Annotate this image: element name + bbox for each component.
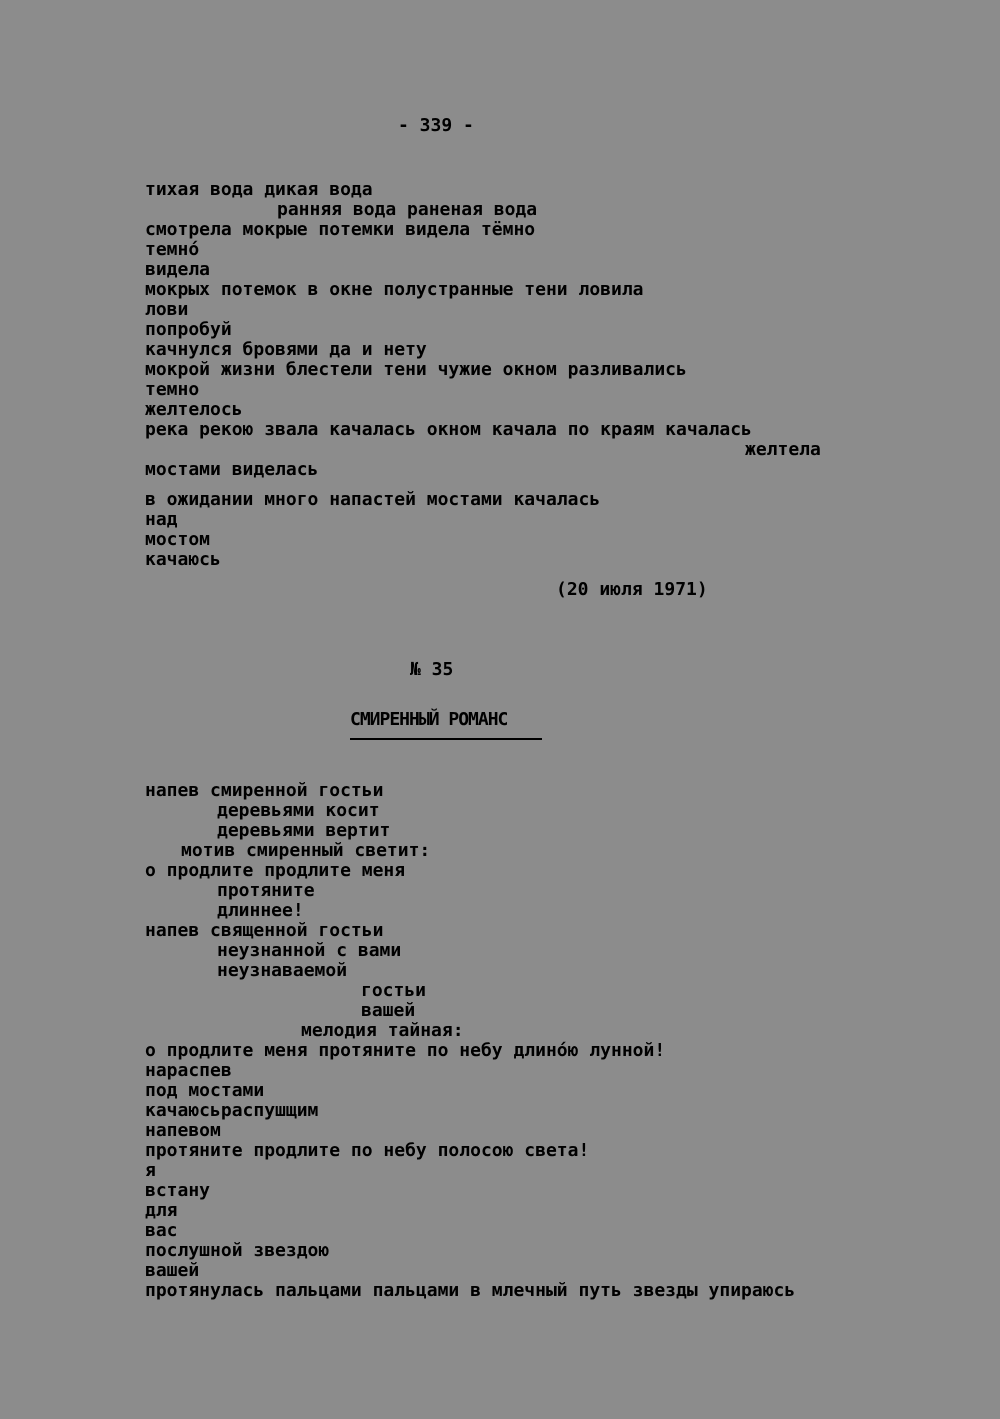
poem-line: видела bbox=[145, 259, 211, 280]
poem-line: неузнанной с вами bbox=[217, 940, 402, 961]
poem-line: желтела bbox=[745, 439, 821, 460]
poem-line: над bbox=[145, 509, 178, 530]
poem-date: (20 июля 1971) bbox=[556, 579, 708, 600]
poem-line: темно bbox=[145, 379, 200, 400]
poem-line: напевом bbox=[145, 1120, 221, 1141]
poem-line: о продлите меня протяните по небу длино́ю лунной! bbox=[145, 1040, 666, 1061]
poem-line: я bbox=[145, 1160, 156, 1181]
poem-line: гостьи bbox=[361, 980, 427, 1001]
poem-line: мелодия тайная: bbox=[301, 1020, 464, 1041]
poem-line: мостом bbox=[145, 529, 211, 550]
poem-line: мостами виделась bbox=[145, 459, 319, 480]
poem-line: мокрой жизни блестели тени чужие окном разливались bbox=[145, 359, 687, 380]
poem-line: лови bbox=[145, 299, 189, 320]
poem-line: длиннее! bbox=[217, 900, 304, 921]
poem-line: качнулся бровями да и нету bbox=[145, 339, 427, 360]
poem-line: для bbox=[145, 1200, 178, 1221]
poem-line: под мостами bbox=[145, 1080, 265, 1101]
poem-line: протяните bbox=[217, 880, 315, 901]
poem-line: встану bbox=[145, 1180, 211, 1201]
poem-line: качаюсь bbox=[145, 549, 221, 570]
poem-line: вас bbox=[145, 1220, 178, 1241]
poem-line: ранняя вода раненая вода bbox=[277, 199, 538, 220]
poem-line: напев смиренной гостьи bbox=[145, 780, 384, 801]
poem-line: смотрела мокрые потемки видела тёмно bbox=[145, 219, 536, 240]
poem-line: попробуй bbox=[145, 319, 232, 340]
poem-line: неузнаваемой bbox=[217, 960, 348, 981]
poem-line: в ожидании много напастей мостами качалась bbox=[145, 489, 601, 510]
page-number: - 339 - bbox=[398, 115, 474, 136]
poem-line: вашей bbox=[361, 1000, 416, 1021]
poem-line: вашей bbox=[145, 1260, 200, 1281]
poem-line: протянулась пальцами пальцами в млечный путь звезды упираюсь bbox=[145, 1280, 796, 1301]
poem-line: деревьями косит bbox=[217, 800, 380, 821]
title-underline bbox=[350, 738, 542, 740]
poem-line: река рекою звала качалась окном качала по краям качалась bbox=[145, 419, 752, 440]
poem-number: № 35 bbox=[410, 659, 454, 680]
poem-line: нараспев bbox=[145, 1060, 232, 1081]
poem-line: деревьями вертит bbox=[217, 820, 391, 841]
poem-line: послушной звездою bbox=[145, 1240, 330, 1261]
poem-line: темно́ bbox=[145, 239, 200, 260]
poem-line: качаюсьраспушщим bbox=[145, 1100, 319, 1121]
poem-line: мотив смиренный светит: bbox=[181, 840, 431, 861]
poem-line: о продлите продлите меня bbox=[145, 860, 406, 881]
poem-title: СМИРЕННЫЙ РОМАНС bbox=[350, 709, 508, 730]
poem-line: напев священной гостьи bbox=[145, 920, 384, 941]
poem-line: мокрых потемок в окне полустранные тени ловила bbox=[145, 279, 644, 300]
poem-line: желтелось bbox=[145, 399, 243, 420]
poem-line: протяните продлите по небу полосою света! bbox=[145, 1140, 590, 1161]
poem-line: тихая вода дикая вода bbox=[145, 179, 373, 200]
